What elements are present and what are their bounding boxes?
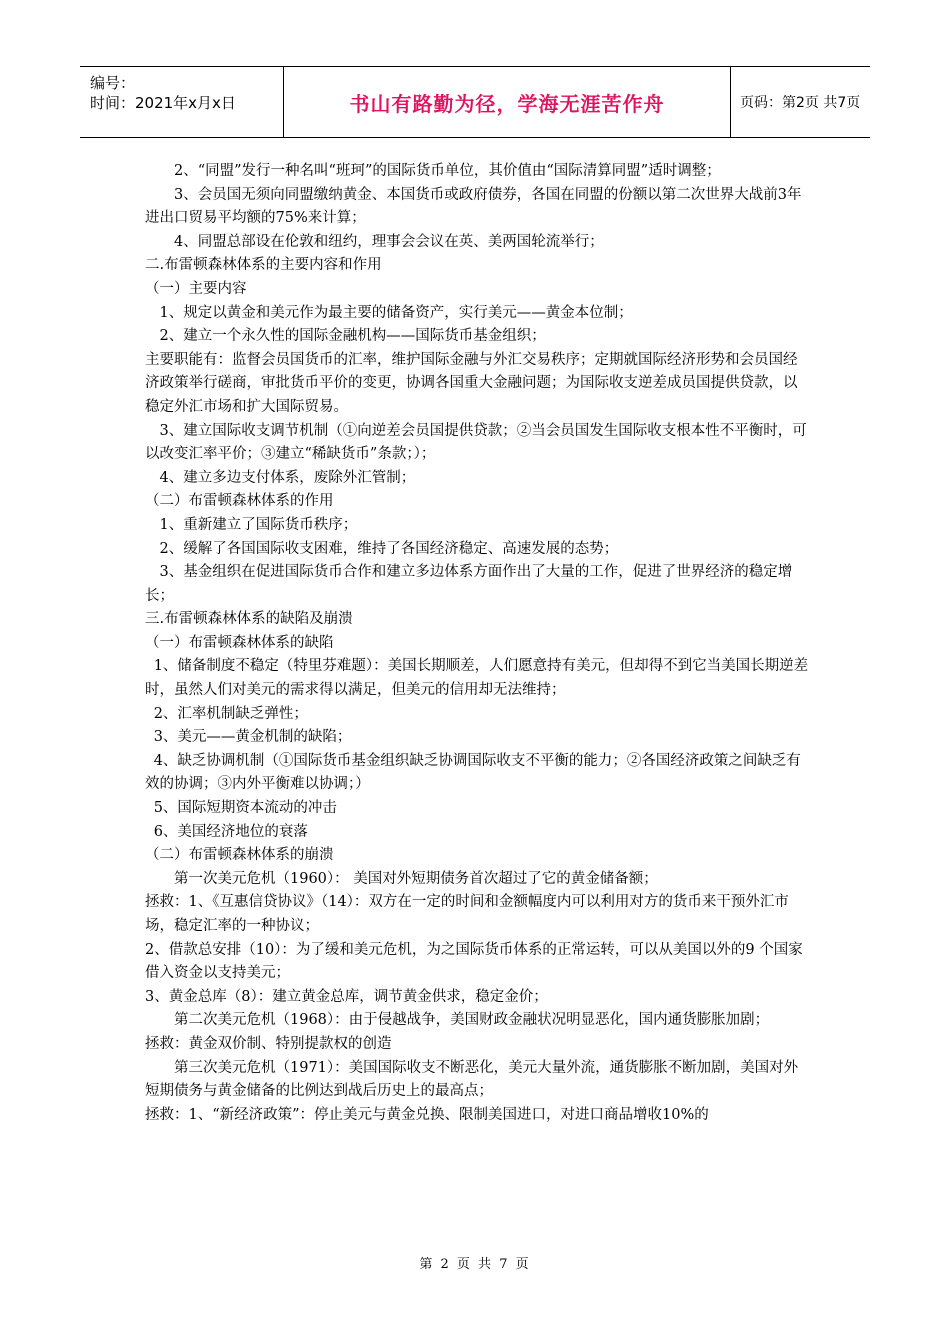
paragraph: 拯救：1、“新经济政策”：停止美元与黄金兑换、限制美国进口，对进口商品增收10%的 <box>145 1106 709 1123</box>
paragraph: 1、规定以黄金和美元作为最主要的储备资产，实行美元——黄金本位制； <box>159 304 633 321</box>
paragraph: 3、黄金总库（8）：建立黄金总库，调节黄金供求，稳定金价； <box>145 988 548 1005</box>
paragraph: 1、储备制度不稳定（特里芬难题）：美国长期顺差，人们愿意持有美元，但却得不到它当美国长期逆差时，虽然人们对美元的需求得以满足，但美元的信用却无法维持； <box>145 658 809 699</box>
paragraph: 2、“同盟”发行一种名叫“班珂”的国际货币单位，其价值由“国际清算同盟”适时调整； <box>174 163 721 179</box>
subsection-heading: （一）布雷顿森林体系的缺陷 <box>145 634 334 651</box>
paragraph: 2、缓解了各国国际收支困难，维持了各国经济稳定、高速发展的态势； <box>159 540 619 557</box>
paragraph: 2、借款总安排（10）：为了缓和美元危机，为之国际货币体系的正常运转，可以从美国以外的9 个国家借入资金以支持美元； <box>145 941 803 982</box>
paragraph: 2、汇率机制缺乏弹性； <box>153 705 308 722</box>
page-header <box>80 66 870 138</box>
document-date-label: 时间：2021年x月x日 <box>90 94 236 112</box>
paragraph: 第一次美元危机（1960）： 美国对外短期债务首次超过了它的黄金储备额； <box>174 870 658 887</box>
paragraph: 2、建立一个永久性的国际金融机构——国际货币基金组织； <box>159 328 546 345</box>
paragraph: 第二次美元危机（1968）：由于侵越战争，美国财政金融状况明显恶化，国内通货膨胀加剧； <box>174 1012 770 1029</box>
paragraph: 3、建立国际收支调节机制（①向逆差会员国提供贷款；②当会员国发生国际收支根本性不平衡时，可以改变汇率平价；③建立“稀缺货币”条款；）； <box>145 422 807 463</box>
paragraph: 拯救：黄金双价制、特别提款权的创造 <box>145 1035 392 1052</box>
section-heading: 二.布雷顿森林体系的主要内容和作用 <box>145 257 382 274</box>
paragraph: 4、同盟总部设在伦敦和纽约，理事会会议在英、美两国轮流举行； <box>174 233 604 250</box>
paragraph: 拯救：1、《互惠信贷协议》（14）：双方在一定的时间和金额幅度内可以利用对方的货币来干预外汇市场，稳定汇率的一种协议； <box>145 894 789 934</box>
paragraph: 1、重新建立了国际货币秩序； <box>159 516 358 533</box>
section-heading: 三.布雷顿森林体系的缺陷及崩溃 <box>145 611 353 628</box>
subsection-heading: （二）布雷顿森林体系的崩溃 <box>145 847 334 864</box>
document-number-label: 编号： <box>90 74 136 92</box>
paragraph: 第三次美元危机（1971）：美国国际收支不断恶化，美元大量外流，通货膨胀不断加剧，美国对外短期债务与黄金储备的比例达到战后历史上的最高点； <box>145 1059 799 1100</box>
paragraph: 3、美元——黄金机制的缺陷； <box>153 729 352 746</box>
paragraph: 6、美国经济地位的衰落 <box>153 823 308 840</box>
document-body <box>145 160 810 1127</box>
header-motto: 书山有路勤为径，学海无涯苦作舟 <box>283 67 731 137</box>
subsection-heading: （一）主要内容 <box>145 280 247 297</box>
paragraph: 4、缺乏协调机制（①国际货币基金组织缺乏协调国际收支不平衡的能力；②各国经济政策之间缺乏有效的协调；③内外平衡难以协调；） <box>145 752 801 793</box>
paragraph: 3、基金组织在促进国际货币合作和建立多边体系方面作出了大量的工作，促进了世界经济的稳定增长； <box>145 564 793 604</box>
paragraph: 主要职能有：监督会员国货币的汇率，维护国际金融与外汇交易秩序；定期就国际经济形势和会员国经济政策举行磋商，审批货币平价的变更，协调各国重大金融问题；为国际收支逆差成员国提供贷款，以稳定外汇市场和扩大国际贸易。 <box>145 351 798 415</box>
paragraph: 3、会员国无须向同盟缴纳黄金、本国货币或政府债券，各国在同盟的份额以第二次世界大战前3年进出口贸易平均额的75%来计算； <box>145 186 802 227</box>
page-footer: 第 2 页 共 7 页 <box>419 1257 531 1272</box>
header-meta <box>80 67 283 137</box>
subsection-heading: （二）布雷顿森林体系的作用 <box>145 493 334 510</box>
paragraph: 5、国际短期资本流动的冲击 <box>153 800 337 817</box>
header-page-code: 页码：第2页 共7页 <box>740 95 861 111</box>
paragraph: 4、建立多边支付体系，废除外汇管制； <box>159 469 416 486</box>
